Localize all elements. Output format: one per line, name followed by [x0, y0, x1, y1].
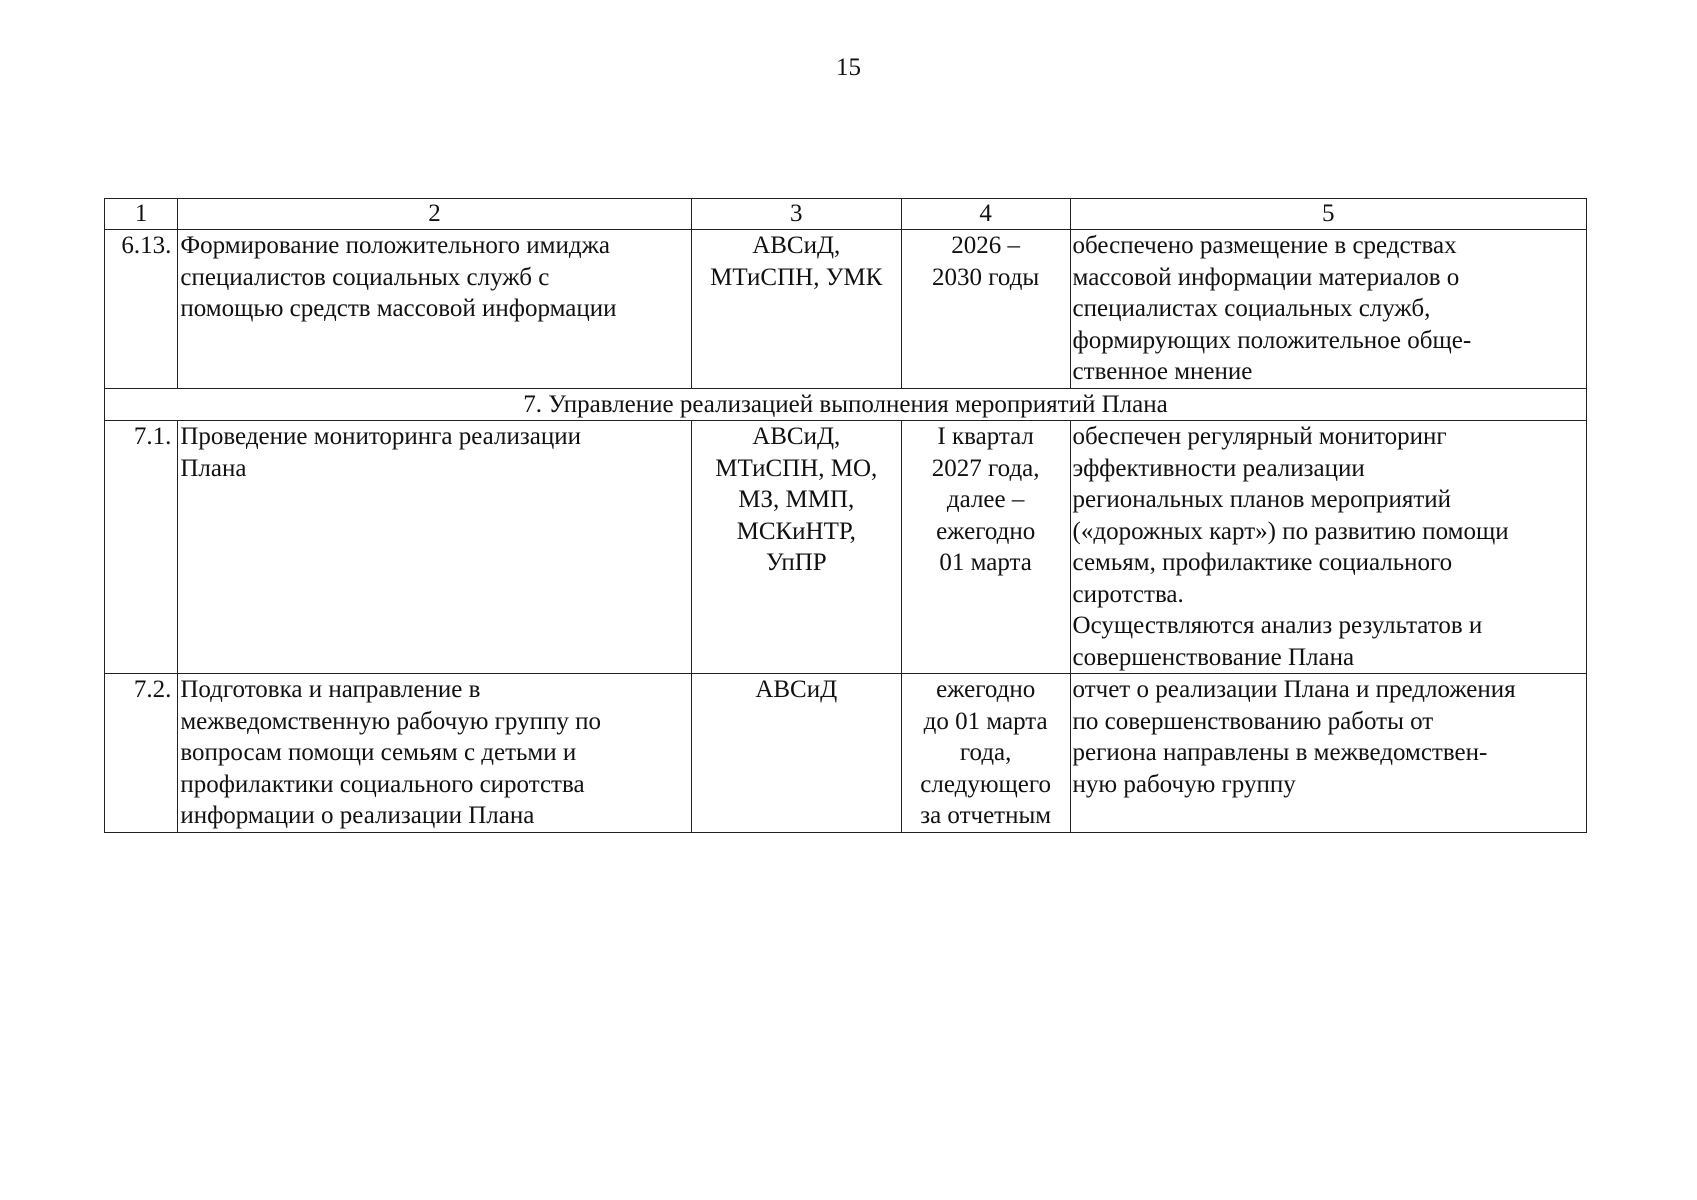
period-line: 2030 годы — [932, 263, 1040, 291]
header-cell-4: 4 — [901, 199, 1070, 230]
plan-table — [104, 198, 1587, 833]
section-row — [105, 388, 1587, 421]
measure-line: профилактики социального сиротства — [180, 770, 585, 798]
period-cell — [901, 674, 1070, 833]
result-line: по совершенствованию работы от — [1072, 707, 1434, 735]
period-line: ежегодно — [936, 676, 1036, 703]
result-line: семьям, профилактике социального — [1072, 549, 1453, 576]
result-line: обеспечено размещение в средствах — [1072, 232, 1457, 259]
page-number: 15 — [836, 54, 861, 81]
period-line: 01 марта — [939, 549, 1032, 576]
result-line: («дорожных карт») по развитию помощи — [1072, 517, 1509, 545]
result-line: эффективности реализации — [1072, 454, 1365, 482]
header-cell-2: 2 — [178, 199, 691, 230]
executors-line: МЗ, ММП, — [738, 486, 855, 513]
measure-cell — [178, 674, 691, 833]
executors-line: МТиСПН, МО, — [715, 454, 878, 482]
result-line: Осуществляются анализ результатов и — [1072, 612, 1483, 639]
table-row — [105, 674, 1587, 833]
measure-line: межведомственную рабочую группу по — [180, 707, 601, 735]
period-line: 2026 – — [951, 232, 1021, 259]
executors-cell — [691, 421, 901, 674]
period-line: за отчетным — [920, 802, 1052, 829]
table-header-row — [105, 199, 1587, 230]
table-row — [105, 421, 1587, 674]
measure-line: Формирование положительного имиджа — [180, 232, 610, 259]
measure-line: помощью средств массовой информации — [180, 295, 617, 322]
period-line: I квартал — [937, 423, 1034, 450]
result-line: ную рабочую группу — [1072, 770, 1296, 798]
executors-line: АВСиД, — [752, 232, 841, 259]
row-number: 7.2. — [105, 674, 178, 833]
measure-cell — [178, 421, 691, 674]
executors-line: МСКиНТР, — [736, 517, 856, 545]
executors-cell — [691, 230, 901, 389]
header-cell-1: 1 — [105, 199, 178, 230]
period-cell — [901, 421, 1070, 674]
result-cell — [1070, 421, 1586, 674]
row-number: 6.13. — [105, 230, 178, 389]
header-cell-3: 3 — [691, 199, 901, 230]
executors-line: УпПР — [765, 549, 827, 576]
result-cell — [1070, 230, 1586, 389]
measure-line: вопросам помощи семьям с детьми и — [180, 739, 577, 766]
period-line: далее – — [946, 486, 1025, 513]
result-line: региональных планов мероприятий — [1072, 486, 1452, 513]
measure-line: Подготовка и направление в — [180, 676, 481, 703]
measure-line: специалистов социальных служб с — [180, 263, 550, 291]
result-line: отчет о реализации Плана и предложения — [1072, 676, 1516, 703]
period-cell — [901, 230, 1070, 389]
measure-line: Плана — [180, 454, 247, 482]
period-line: следующего — [920, 770, 1051, 798]
result-line: формирующих положительное обще- — [1072, 326, 1472, 354]
period-line: 2027 года, — [931, 454, 1040, 482]
header-cell-5: 5 — [1070, 199, 1586, 230]
result-line: обеспечен регулярный мониторинг — [1072, 423, 1447, 450]
measure-line: информации о реализации Плана — [180, 802, 535, 829]
period-line: ежегодно — [936, 517, 1036, 545]
table-row — [105, 230, 1587, 389]
section-heading: 7. Управление реализацией выполнения мероприятий Плана — [105, 388, 1587, 421]
result-line: специалистах социальных служб, — [1072, 295, 1431, 322]
result-line: массовой информации материалов о — [1072, 263, 1460, 291]
period-line: года, — [959, 739, 1012, 766]
result-line: сиротства. — [1072, 580, 1184, 608]
result-line: ственное мнение — [1072, 358, 1253, 385]
measure-line: Проведение мониторинга реализации — [180, 423, 581, 450]
executors-cell — [691, 674, 901, 833]
executors-line: АВСиД — [755, 676, 838, 703]
row-number: 7.1. — [105, 421, 178, 674]
result-cell — [1070, 674, 1586, 833]
measure-cell — [178, 230, 691, 389]
result-line: совершенствование Плана — [1072, 643, 1355, 671]
executors-line: АВСиД, — [752, 423, 841, 450]
period-line: до 01 марта — [923, 707, 1048, 735]
executors-line: МТиСПН, УМК — [710, 263, 883, 291]
result-line: региона направлены в межведомствен- — [1072, 739, 1488, 766]
